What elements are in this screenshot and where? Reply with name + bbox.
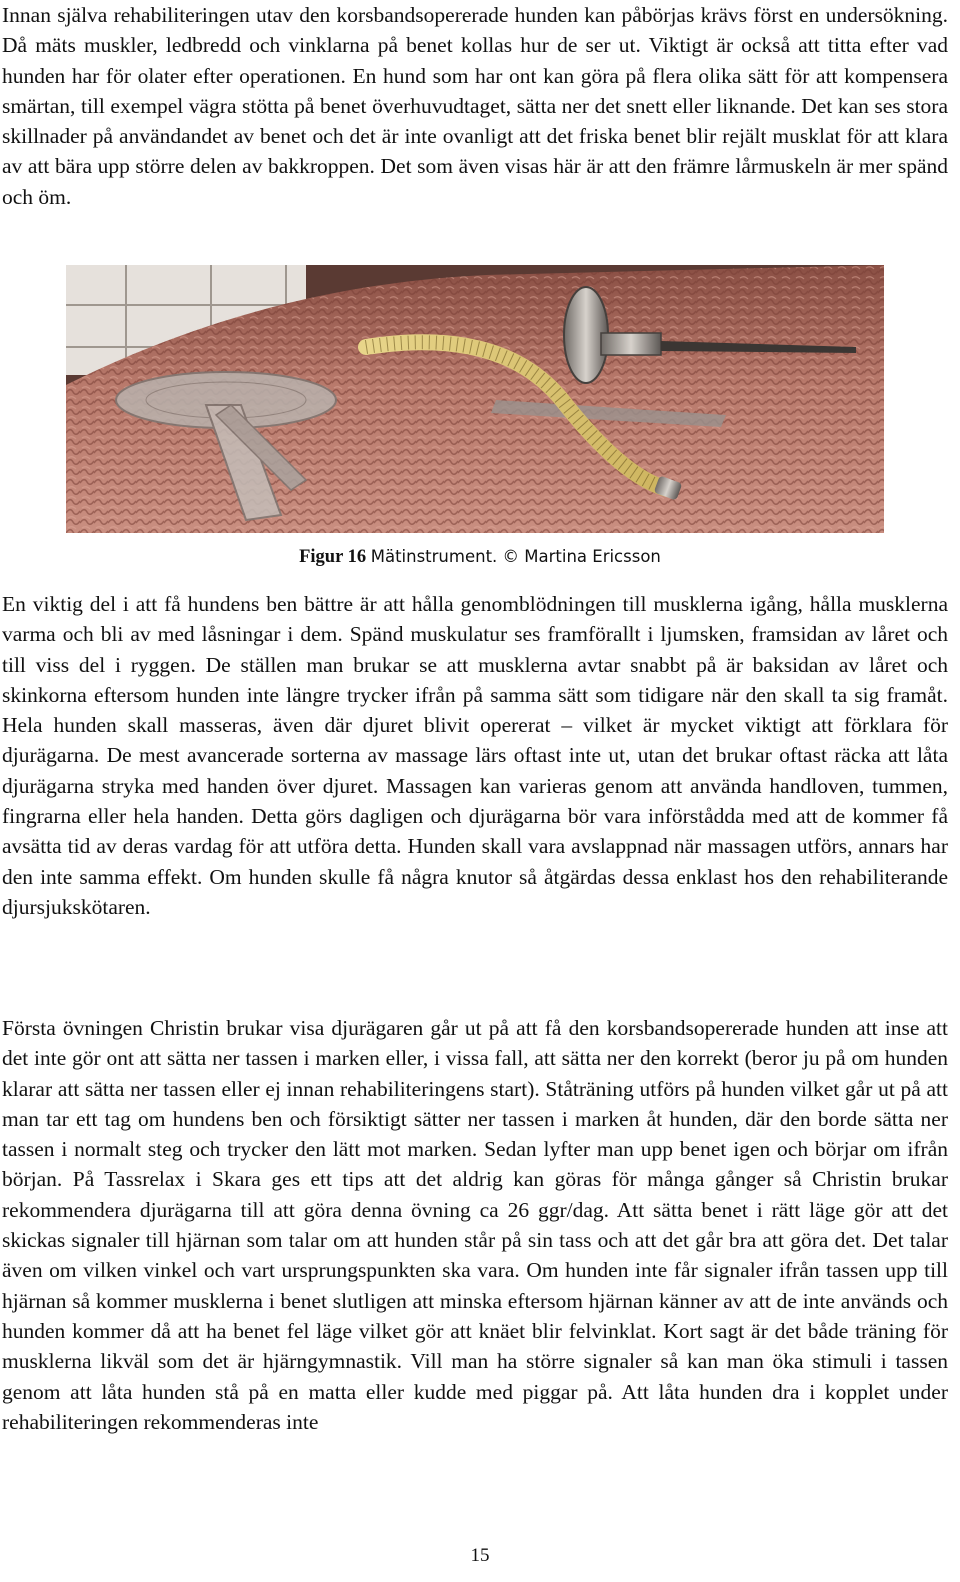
paragraph-standing-exercise: Första övningen Christin brukar visa djurägaren går ut på att få den korsbandsopererade hunden att inse att det inte gör ont att sätta ner tassen i marken eller, i vissa fall, att sätta ner den korrekt (beror ju på om hunden klarar att sätta ner tassen eller ej innan rehabiliteringens start). Ståträning utförs på hunden vilket går ut på att man tar ett tag om hundens ben och försiktigt sätter ner tassen i marken åt hunden, där den borde sätta ner tassen i normalt steg och trycker den lätt mot marken. Sedan lyfter man upp benet igen och börjar om ifrån början. På Tassrelax i Skara ges ett tips att det aldrig kan göras för många gånger så Christin brukar rekommendera djurägarna till att göra denna övning ca 26 ggr/dag. Att sätta benet i rätt läge gör att det skickas signaler till hjärnan som talar om att hunden står på sin tass och att det går bra att göra det. Det talar även om vilken vinkel och vart ursprungspunkten ska vara. Om hunden inte får signaler ifrån tassen upp till hjärnan så kommer musklerna i benet slutligen att minska eftersom hjärnan känner av att de inte används och hunden kommer då att ha benet fel läge vilket gör att knäet blir felvinklat. Kort sagt är det både träning för musklerna likväl som det är hjärngymnastik. Vill man ha större signaler så kan man öka stimuli i tassen genom att låta hunden stå på en matta eller kudde med piggar på. Att låta hunden dra i kopplet under rehabiliteringen rekommenderas inte xyxy=(2,1016,948,1434)
figure-caption xyxy=(0,544,960,570)
paragraph-massage: En viktig del i att få hundens ben bättre är att hålla genomblödningen till musklerna igång, hålla musklerna varma och bli av med låsningar i dem. Spänd muskulatur ses framförallt i ljumsken, framsidan av låret och till viss del i ryggen. De ställen man brukar se att musklerna avtar snabbt på är baksidan av låret och skinkorna eftersom hunden inte längre trycker ifrån på samma sätt som tidigare när den skall ta sig framåt. Hela hunden skall masseras, även där djuret blivit opererat – vilket är mycket viktigt att förklara för djurägarna. De mest avancerade sorterna av massage lärs oftast inte ut, utan det brukar oftast räcka att låta djurägarna stryka med handen över djuret. Massagen kan varieras genom att använda handloven, tummen, fingrarna eller hela handen. Detta görs dagligen och djurägarna bör vara införstådda med att de kommer få avsätta tid av deras vardag för att utföra detta. Hunden skall vara avslappnad när massagen utförs, annars har den inte samma effekt. Om hunden skulle få några knutor så åtgärdas dessa enklast hos den rehabiliterande djursjukskötaren. xyxy=(2,592,948,919)
figure-measuring-instruments-photo xyxy=(66,265,884,533)
figure-label: Figur 16 xyxy=(299,547,367,567)
page-number: 15 xyxy=(470,1545,490,1566)
paragraph-examination: Innan själva rehabiliteringen utav den korsbandsopererade hunden kan påbörjas krävs först en undersökning. Då mäts muskler, ledbredd och vinklarna på benet kollas hur de ser ut. Viktigt är också att titta efter vad hunden har för olater efter operationen. En hund som har ont kan göra på flera olika sätt för att kompensera smärtan, till exempel vägra stötta på benet överhuvudtaget, sätta ner det snett eller liknande. Det kan ses stora skillnader på användandet av benet och det är inte ovanligt att det friska benet blir rejält musklat för att klara av att bära upp större delen av bakkroppen. Det som även visas här är att den främre lårmuskeln är mer spänd och öm. xyxy=(2,3,948,209)
figure-caption-text: Mätinstrument. © Martina Ericsson xyxy=(370,547,661,566)
